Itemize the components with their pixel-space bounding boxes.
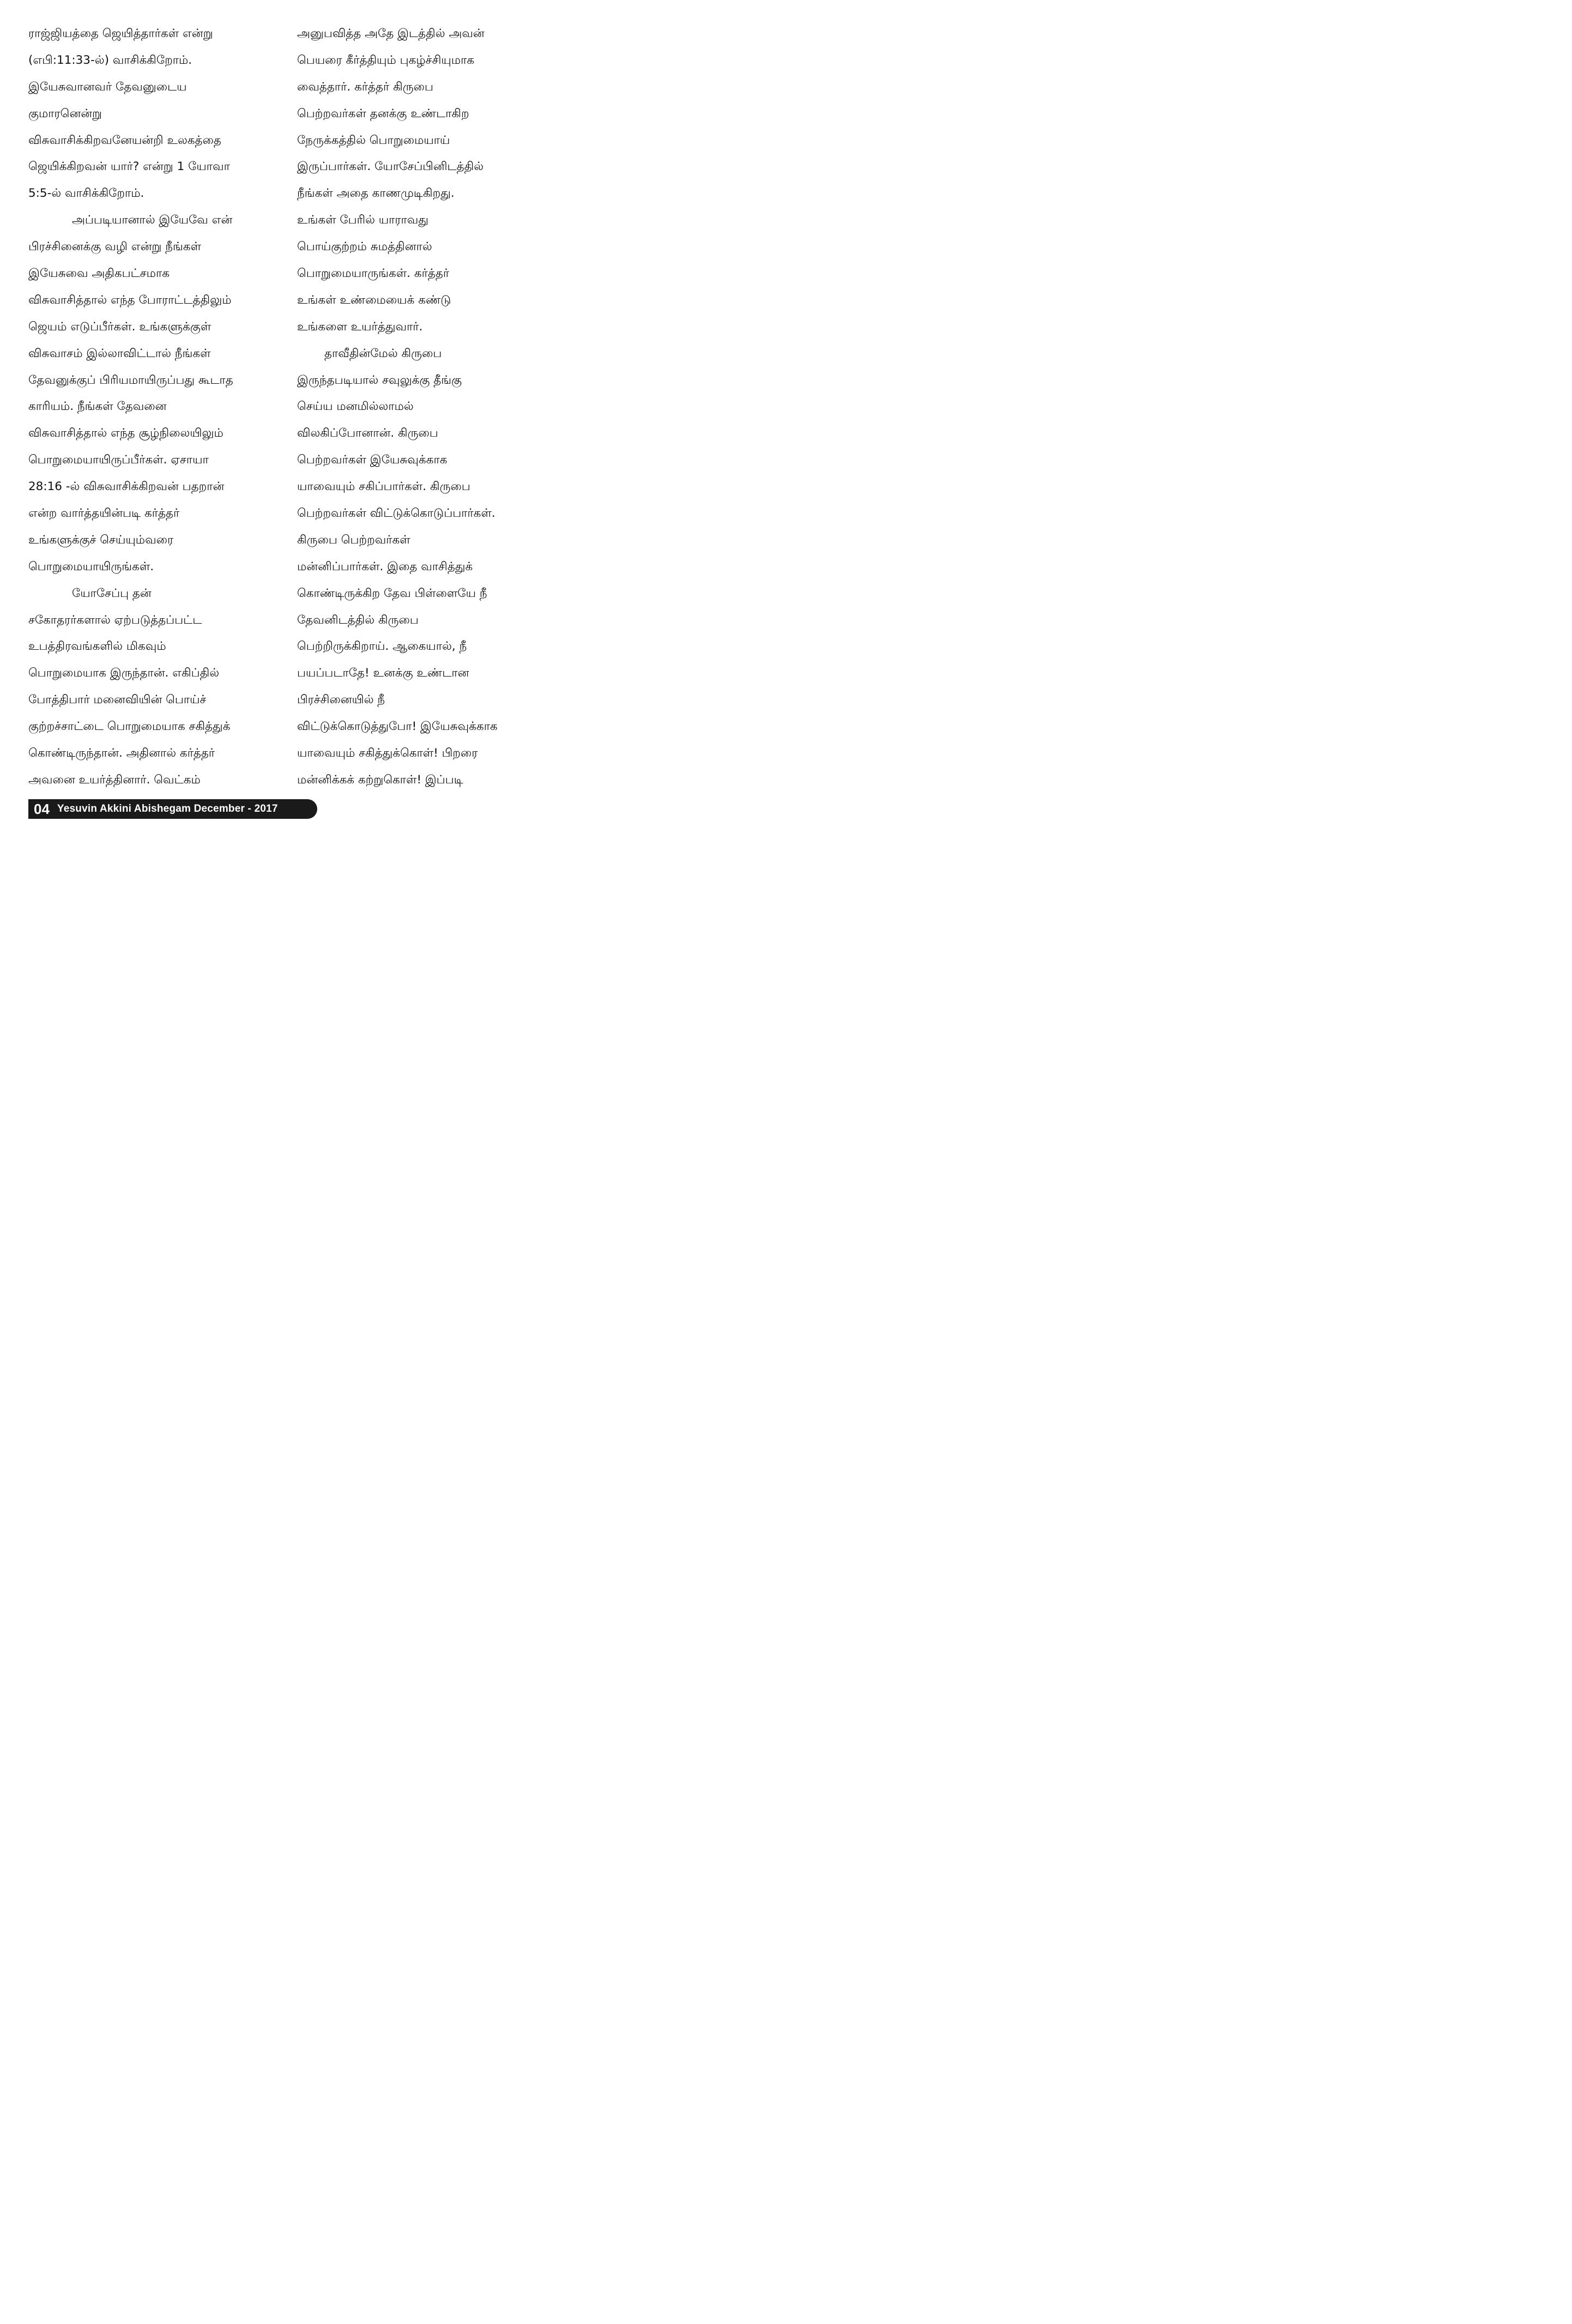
text-line: உங்கள் பேரில் யாராவது (297, 213, 428, 227)
text-line: அனுபவித்த அதே இடத்தில் அவன் (297, 27, 485, 40)
text-line: இயேசுவை அதிகபட்சமாக (28, 267, 170, 281)
text-line: பெற்றவர்கள் இயேசுவுக்காக (297, 453, 448, 467)
text-line: பிரச்சினைக்கு வழி என்று நீங்கள் (28, 240, 201, 254)
text-line: இருப்பார்கள். யோசேப்பினிடத்தில் (297, 160, 484, 174)
text-line: தேவனுக்குப் பிரியமாயிருப்பது கூடாத (28, 373, 233, 387)
text-line: கொண்டிருக்கிற தேவ பிள்ளையே நீ (297, 586, 487, 600)
text-line: குற்றச்சாட்டை பொறுமையாக சகித்துக் (28, 720, 231, 734)
text-line: பயப்படாதே! உனக்கு உண்டான (297, 666, 469, 680)
text-line: நீங்கள் அதை காணமுடிகிறது. (297, 186, 455, 201)
right-text-column (297, 21, 553, 794)
text-line: உங்களுக்குச் செய்யும்வரை (28, 533, 174, 547)
text-line: நேருக்கத்தில் பொறுமையாய் (297, 133, 450, 147)
text-line: சகோதரர்களால் ஏற்படுத்தப்பட்ட (28, 613, 202, 627)
page-number: 04 (34, 800, 50, 817)
text-line: பெற்றவர்கள் தனக்கு உண்டாகிற (297, 106, 469, 120)
text-line: பெற்றவர்கள் விட்டுக்கொடுப்பார்கள். (297, 506, 495, 521)
text-line: இயேசுவானவர் தேவனுடைய (28, 80, 187, 94)
text-line: ஜெயம் எடுப்பீர்கள். உங்களுக்குள் (28, 319, 211, 334)
text-line: ராஜ்ஜியத்தை ஜெயித்தார்கள் என்று (28, 27, 213, 40)
text-line: பொய்குற்றம் சுமத்தினால் (297, 240, 432, 254)
text-line: விலகிப்போனான். கிருபை (297, 426, 438, 440)
text-line: விசுவாசிக்கிறவனேயன்றி உலகத்தை (28, 133, 221, 147)
text-line: கிருபை பெற்றவர்கள் (297, 533, 410, 547)
text-line: விசுவாசித்தால் எந்த போராட்டத்திலும் (28, 293, 232, 307)
text-line: 5:5-ல் வாசிக்கிறோம். (28, 186, 144, 201)
text-line: இருந்தபடியால் சவுலுக்கு தீங்கு (297, 373, 462, 387)
text-line: காரியம். நீங்கள் தேவனை (28, 400, 167, 414)
text-line: யாவையும் சகிப்பார்கள். கிருபை (297, 480, 470, 494)
text-line: பொறுமையாக இருந்தான். எகிப்தில் (28, 666, 220, 680)
text-line: (எபி:11:33-ல்) வாசிக்கிறோம். (28, 53, 192, 67)
text-line: கொண்டிருந்தான். அதினால் கர்த்தர் (28, 746, 215, 760)
text-line: பொறுமையாயிருப்பீர்கள். ஏசாயா (28, 453, 209, 467)
text-line: பெயரை கீர்த்தியும் புகழ்ச்சியுமாக (297, 53, 475, 67)
text-line: பொறுமையாருங்கள். கர்த்தர் (297, 267, 450, 281)
text-line: உங்களை உயர்த்துவார். (297, 319, 423, 334)
text-line: ஜெயிக்கிறவன் யார்? என்று 1 யோவா (28, 160, 230, 174)
text-line: பிரச்சினையில் நீ (297, 693, 385, 707)
text-line: உபத்திரவங்களில் மிகவும் (28, 639, 166, 654)
text-line: மன்னிக்கக் கற்றுகொள்! இப்படி (297, 772, 463, 787)
text-line: போத்திபார் மனைவியின் பொய்ச் (28, 693, 207, 707)
text-line: பெற்றிருக்கிறாய். ஆகையால், நீ (297, 639, 467, 654)
text-line: விசுவாசித்தால் எந்த சூழ்நிலையிலும் (28, 426, 223, 440)
text-line: அப்படியானால் இயேவே என் (72, 213, 233, 227)
text-line: யாவையும் சகித்துக்கொள்! பிறரை (297, 746, 478, 760)
text-line: குமாரனென்று (28, 106, 102, 120)
text-line: விசுவாசம் இல்லாவிட்டால் நீங்கள் (28, 346, 211, 360)
text-line: அவனை உயர்த்தினார். வெட்கம் (28, 772, 201, 787)
text-line: உங்கள் உண்மையைக் கண்டு (297, 293, 451, 307)
text-line: மன்னிப்பார்கள். இதை வாசித்துக் (297, 559, 473, 574)
text-line: செய்ய மனமில்லாமல் (297, 400, 414, 414)
text-line: வைத்தார். கர்த்தர் கிருபை (297, 80, 434, 94)
text-line: என்ற வார்த்தயின்படி கர்த்தர் (28, 506, 180, 521)
text-line: பொறுமையாயிருங்கள். (28, 559, 154, 574)
magazine-issue-title: Yesuvin Akkini Abishegam December - 2017 (57, 803, 278, 814)
text-line: தாவீதின்மேல் கிருபை (324, 346, 442, 360)
text-line: யோசேப்பு தன் (72, 586, 152, 600)
text-line: விட்டுக்கொடுத்துபோ! இயேசுவுக்காக (297, 720, 498, 734)
left-text-column (28, 21, 285, 794)
text-line: தேவனிடத்தில் கிருபை (297, 613, 419, 627)
page-footer (28, 799, 317, 819)
text-line: 28:16 -ல் விசுவாசிக்கிறவன் பதறான் (28, 480, 225, 494)
